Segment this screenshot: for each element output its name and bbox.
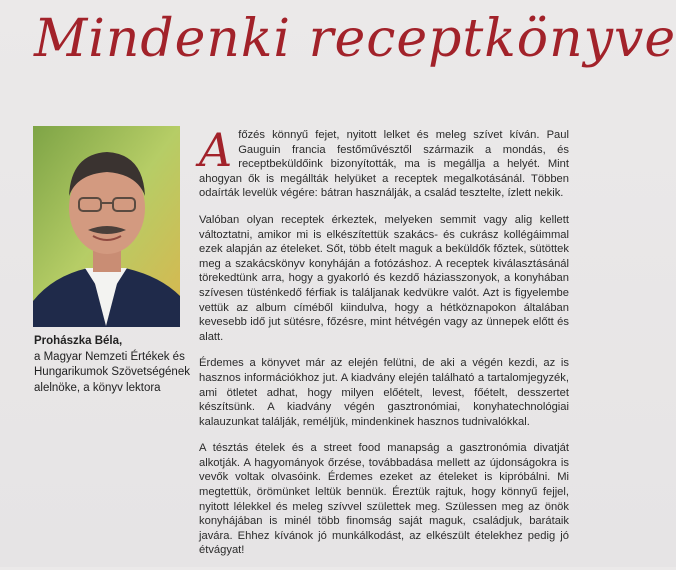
photo-caption <box>34 334 194 396</box>
caption-name: Prohászka Béla, <box>34 335 123 347</box>
page-title: Mindenki receptkönyve <box>34 9 676 69</box>
body-paragraph-2: Érdemes a könyvet már az elején felütni, de aki a végén kezdi, az is hasznos információkhoz jut. A kiadvány elején található a tartalomjegyzék, ami ötletet adhat, hogy milyen előételt, levest, főételt, desszertet készítsünk. A kiadvány végén gasztronómiai, konyhatechnológiai kalauzunkat találják, reméljük, mindenkinek hasznos tudnivalókkal. <box>199 357 569 428</box>
drop-cap: A <box>199 123 233 177</box>
portrait-illustration <box>33 126 180 327</box>
body-paragraph-1: Valóban olyan receptek érkeztek, melyeken semmit vagy alig kellett változtatni, amikor mi is elkészítettük szakács- és cukrász kollégáimmal ezek alapján az ételeket. Sőt, több ételt maguk a beküldők főztek, sütöttek meg a szakácskönyv konyháján a fotózáshoz. A receptek kiválasztásánál törekedtünk arra, hogy a gyakorló és kezdő háziasszonyok, a konyhában szívesen tüsténkedő férfiak is találjanak kedvükre valót. Azt is figyelembe vettük az album címéből kiindulva, hogy a hétköznapokon általában kevesebb idő jut sütésre, főzésre, mint hétvégén vagy az ünnepek előtt és alatt. <box>199 213 569 343</box>
caption-role: a Magyar Nemzeti Értékek és Hungarikumok Szövetségének alelnöke, a könyv lektora <box>34 350 190 394</box>
body-paragraph-3: A tésztás ételek és a street food manapság a gasztronómia divatját alkotják. A hagyományok őrzése, továbbadása mellett az újdonságokra is vevők voltak olvasóink. Érdemes ezeket az ételeket is kipróbálni. Mi megtettük, örömünket leltük bennük. Éreztük rajtuk, hogy könnyű fejjel, nyitott lélekkel és meleg szívvel születtek meg. Szülessen meg az önök konyhájában is minél több finomság saját maguk, családjuk, barátaik javára. Ehhez kívánok jó munkálkodást, az elkészült ételekhez pedig jó étvágyat! <box>199 442 569 557</box>
intro-paragraph <box>199 123 569 201</box>
portrait-photo <box>33 126 180 327</box>
intro-text: főzés könnyű fejet, nyitott lelket és meleg szívet kíván. Paul Gauguin francia festőművésztől származik a mondás, és receptbeküldőink bizonyították, ma is megállja a helyét. Mint ahogyan ők is megállták helyüket a receptek megalkotásánál. Többen odaírták levelük végére: bátran használják, a család tesztelte, ízlett nekik. <box>199 129 569 200</box>
article-body <box>199 123 569 570</box>
